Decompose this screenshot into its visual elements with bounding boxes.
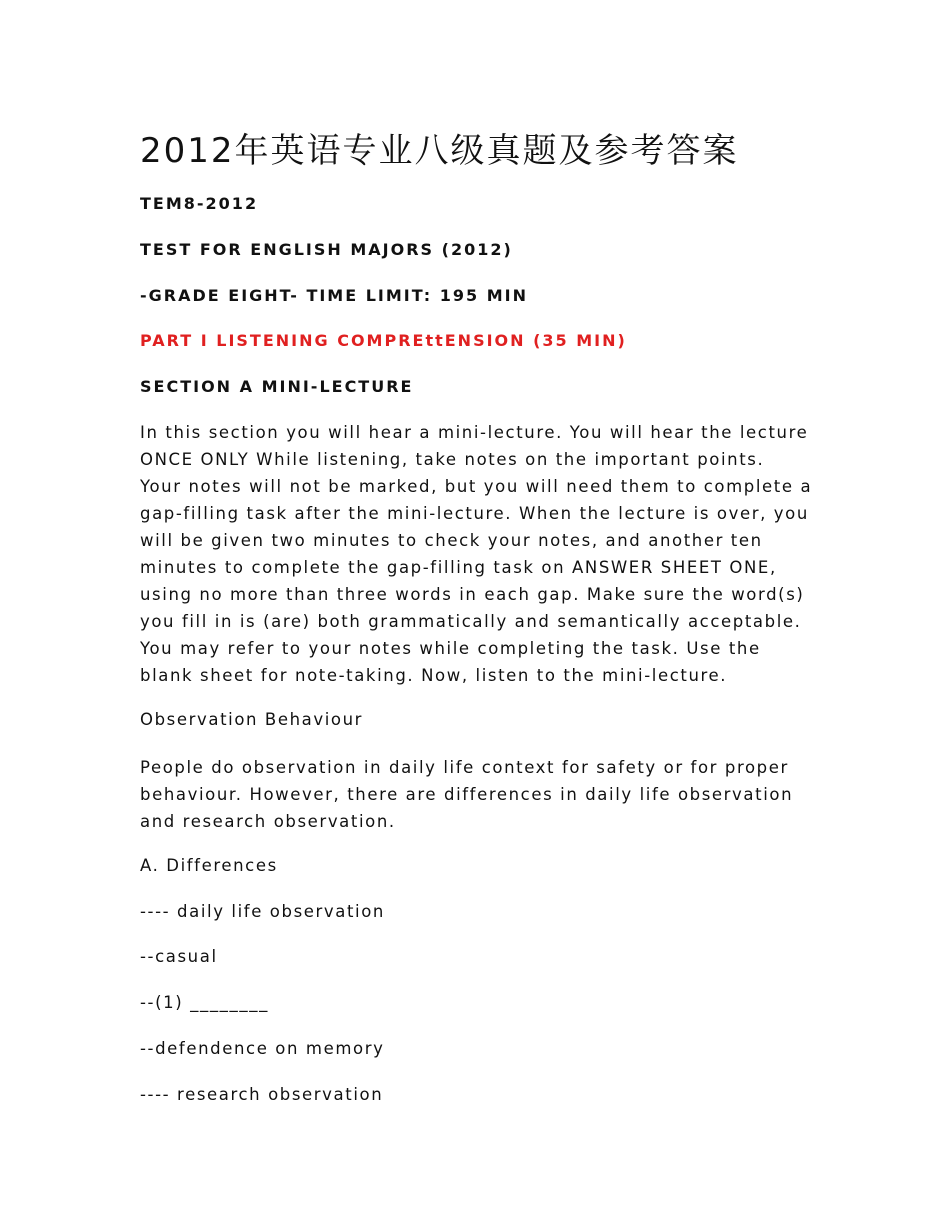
instructions-line: using no more than three words in each gap. Make sure the word(s) (140, 585, 805, 604)
lecture-title: Observation Behaviour (140, 710, 364, 729)
document-title: 2012年英语专业八级真题及参考答案 (140, 131, 739, 171)
section-a-heading: SECTION A MINI-LECTURE (140, 377, 414, 396)
instructions-line: You may refer to your notes while completing the task. Use the (140, 639, 761, 658)
intro-line: behaviour. However, there are differences in daily life observation (140, 785, 794, 804)
grade-time-heading: -GRADE EIGHT- TIME LIMIT: 195 MIN (140, 286, 528, 305)
outline-differences: A. Differences (140, 856, 278, 875)
outline-research: ---- research observation (140, 1085, 384, 1104)
outline-gap-1: --(1) ________ (140, 993, 269, 1012)
instructions-line: blank sheet for note-taking. Now, listen to the mini-lecture. (140, 666, 728, 685)
intro-line: and research observation. (140, 812, 396, 831)
instructions-line: minutes to complete the gap-filling task on ANSWER SHEET ONE, (140, 558, 777, 577)
part-one-heading: PART I LISTENING COMPREttENSION (35 MIN) (140, 331, 627, 350)
instructions-line: Your notes will not be marked, but you will need them to complete a (140, 477, 813, 496)
intro-line: People do observation in daily life context for safety or for proper (140, 758, 789, 777)
outline-daily-life: ---- daily life observation (140, 902, 385, 921)
outline-casual: --casual (140, 947, 218, 966)
instructions-line: will be given two minutes to check your notes, and another ten (140, 531, 763, 550)
exam-name-heading: TEST FOR ENGLISH MAJORS (2012) (140, 240, 513, 259)
exam-code-heading: TEM8-2012 (140, 194, 259, 213)
intro-paragraph (140, 754, 830, 835)
instructions-paragraph (140, 419, 830, 689)
instructions-line: gap-filling task after the mini-lecture. When the lecture is over, you (140, 504, 809, 523)
outline-memory: --defendence on memory (140, 1039, 385, 1058)
instructions-line: ONCE ONLY While listening, take notes on the important points. (140, 450, 765, 469)
instructions-line: you fill in is (are) both grammatically and semantically acceptable. (140, 612, 802, 631)
instructions-line: In this section you will hear a mini-lecture. You will hear the lecture (140, 423, 809, 442)
